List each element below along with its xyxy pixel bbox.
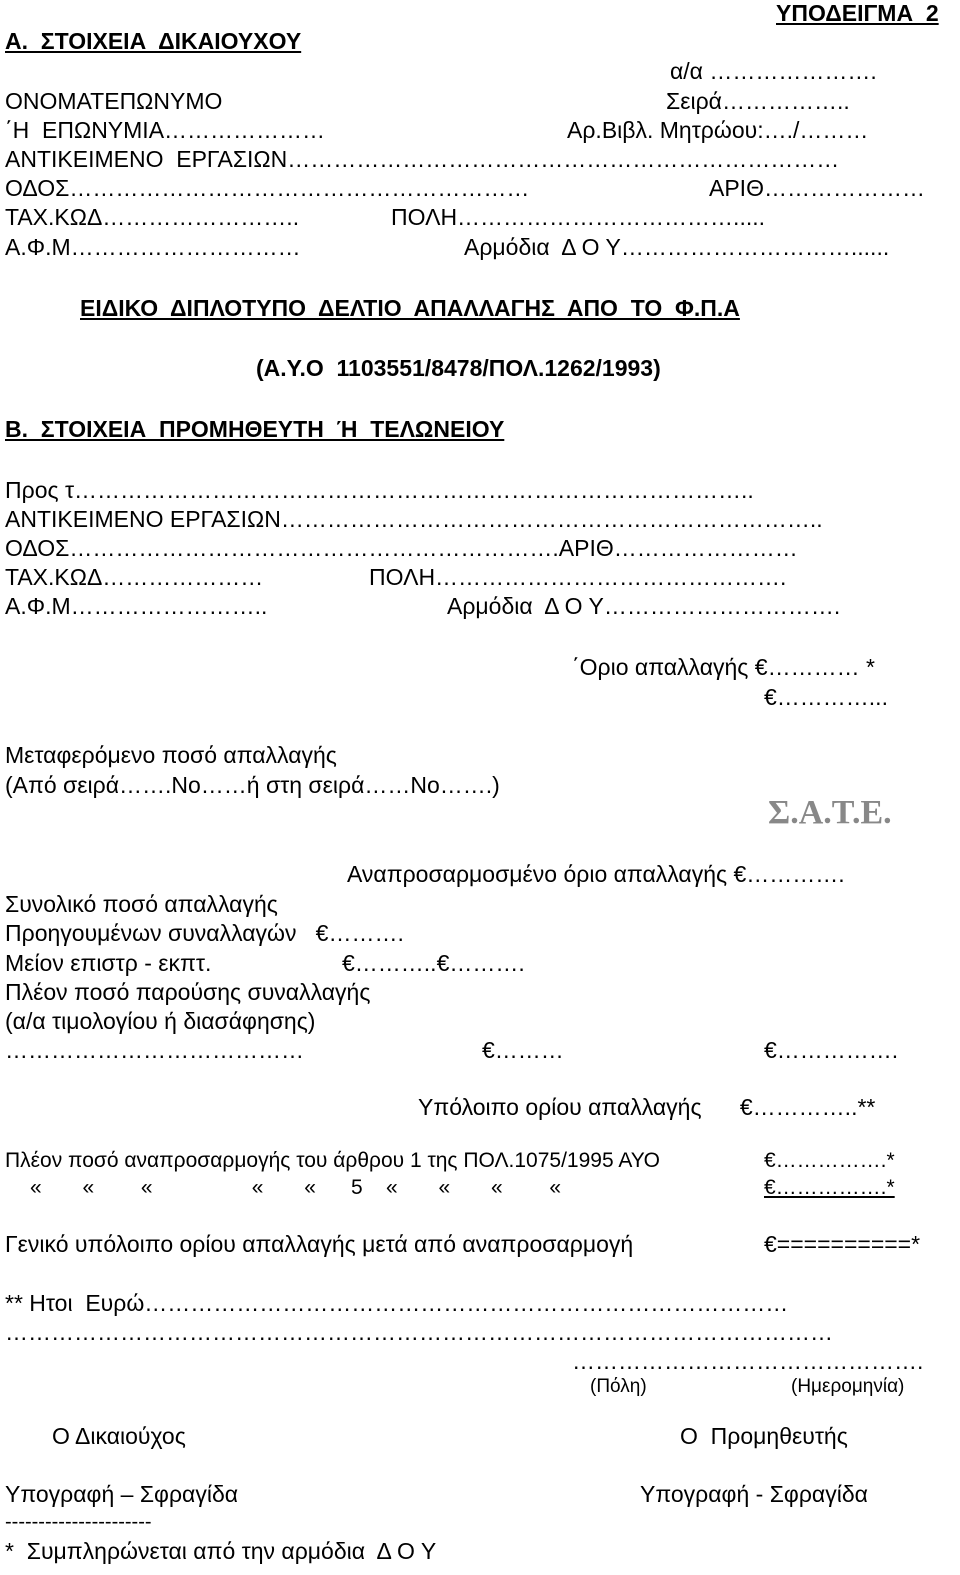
- supplier-label: Ο Προμηθευτής: [680, 1423, 848, 1449]
- invoice-dots: …………………………………: [5, 1037, 304, 1063]
- signature-stamp-right: Υπογραφή - Σφραγίδα: [640, 1481, 868, 1507]
- supplier-street-field: ΟΔΟΣ……………………………………………………….ΑΡΙΘ……………………: [5, 535, 798, 561]
- remaining-limit-field: Υπόλοιπο ορίου απαλλαγής €…………..**: [418, 1094, 876, 1120]
- place-date-field: ……………………………………….: [572, 1348, 924, 1374]
- footnote-text: * Συμπληρώνεται από την αρμόδια Δ Ο Υ: [5, 1538, 437, 1564]
- euro-words-field: ** Ητοι Ευρώ…………………………………………………………………………: [5, 1290, 789, 1316]
- invoice-value-a: €………: [482, 1037, 564, 1063]
- name-label: ΟΝΟΜΑΤΕΠΩΝΥΜΟ: [5, 88, 223, 114]
- number-field: ΑΡΙΘ…………………: [709, 175, 925, 201]
- adjusted-limit-field: Αναπροσαρμοσμένο όριο απαλλαγής €………….: [347, 861, 845, 887]
- previous-transactions-field: Προηγουμένων συναλλαγών €……….: [5, 920, 404, 946]
- adjustment-article5-marks: « « « « « 5 « « « «: [30, 1176, 562, 1199]
- document-reference: (Α.Υ.Ο 1103551/8478/ΠΟΛ.1262/1993): [256, 355, 661, 381]
- company-field: ΄Η ΕΠΩΝΥΜΙΑ…………………: [5, 117, 326, 143]
- supplier-afm-field: Α.Φ.Μ……………………..: [5, 593, 268, 619]
- registry-field: Αρ.Βιβλ. Μητρώου:…./………: [567, 117, 869, 143]
- limit-field-2: €…………...: [764, 684, 888, 710]
- afm-field: Α.Φ.Μ…………………………: [5, 234, 301, 260]
- postcode-field: ΤΑΧ.ΚΩΔ……………………..: [5, 204, 300, 230]
- series-field: Σειρά……………..: [666, 88, 850, 114]
- street-field: ΟΔΟΣ……………………………………………………: [5, 175, 530, 201]
- city-field: ΠΟΛΗ……………………………….....: [391, 204, 766, 230]
- doy-field: Αρμόδια Δ Ο Υ…………………………......: [464, 234, 890, 260]
- adjustment-article1-value: €…………….*: [764, 1149, 895, 1172]
- sate-stamp: Σ.Α.Τ.Ε.: [768, 794, 892, 831]
- date-caption: (Ημερομηνία): [791, 1376, 905, 1397]
- minus-returns-label: Μείον επιστρ - εκπτ.: [5, 950, 212, 976]
- transferred-label: Μεταφερόμενο ποσό απαλλαγής: [5, 742, 337, 768]
- euro-words-field-2: ………………………………………………………………………………………………: [5, 1319, 833, 1345]
- minus-returns-value: €………..€……….: [342, 950, 525, 976]
- supplier-postcode-field: ΤΑΧ.ΚΩΔ…………………: [5, 564, 264, 590]
- transferred-reference: (Από σειρά…….Νο……ή στη σειρά……Νο…….): [5, 772, 500, 798]
- supplier-business-field: ΑΝΤΙΚΕΙΜΕΝΟ ΕΡΓΑΣΙΩΝ……………………………………………………………..: [5, 506, 823, 532]
- general-balance-value: €==========*: [764, 1231, 921, 1257]
- invoice-label: (α/α τιμολογίου ή διασάφησης): [5, 1008, 316, 1034]
- document-title: ΕΙΔΙΚΟ ΔΙΠΛΟΤΥΠΟ ΔΕΛΤΙΟ ΑΠΑΛΛΑΓΗΣ ΑΠΟ ΤΟ Φ.Π.Α: [80, 295, 740, 321]
- limit-field: ΄Οριο απαλλαγής €………… *: [572, 654, 875, 680]
- supplier-doy-field: Αρμόδια Δ Ο Υ………………………….: [447, 593, 841, 619]
- section-b-title: Β. ΣΤΟΙΧΕΙΑ ΠΡΟΜΗΘΕΥΤΗ Ή ΤΕΛΩΝΕΙΟΥ: [5, 416, 505, 442]
- footnote-rule: ----------------------: [5, 1511, 152, 1533]
- signature-stamp-left: Υπογραφή – Σφραγίδα: [5, 1481, 239, 1507]
- supplier-city-field: ΠΟΛΗ……………………………………….: [369, 564, 787, 590]
- plus-current-label: Πλέον ποσό παρούσης συναλλαγής: [5, 979, 371, 1005]
- general-balance-label: Γενικό υπόλοιπο ορίου απαλλαγής μετά από αναπροσαρμογή: [5, 1231, 634, 1257]
- aa-field: α/α ………………….: [670, 58, 877, 84]
- adjustment-article5-value: €…………….*: [764, 1176, 895, 1199]
- adjustment-article1-label: Πλέον ποσό αναπροσαρμογής του άρθρου 1 της ΠΟΛ.1075/1995 ΑΥΟ: [5, 1149, 660, 1172]
- city-caption: (Πόλη): [590, 1376, 647, 1397]
- invoice-value-b: €…………….: [764, 1037, 899, 1063]
- total-label: Συνολικό ποσό απαλλαγής: [5, 891, 278, 917]
- supplier-to-field: Προς τ……………………………………………………………………………..: [5, 477, 754, 503]
- beneficiary-label: Ο Δικαιούχος: [52, 1423, 186, 1449]
- sample-label: ΥΠΟΔΕΙΓΜΑ 2: [776, 0, 939, 26]
- section-a-title: Α. ΣΤΟΙΧΕΙΑ ΔΙΚΑΙΟΥΧΟΥ: [5, 28, 302, 54]
- business-field: ΑΝΤΙΚΕΙΜΕΝΟ ΕΡΓΑΣΙΩΝ………………………………………………………………: [5, 146, 840, 172]
